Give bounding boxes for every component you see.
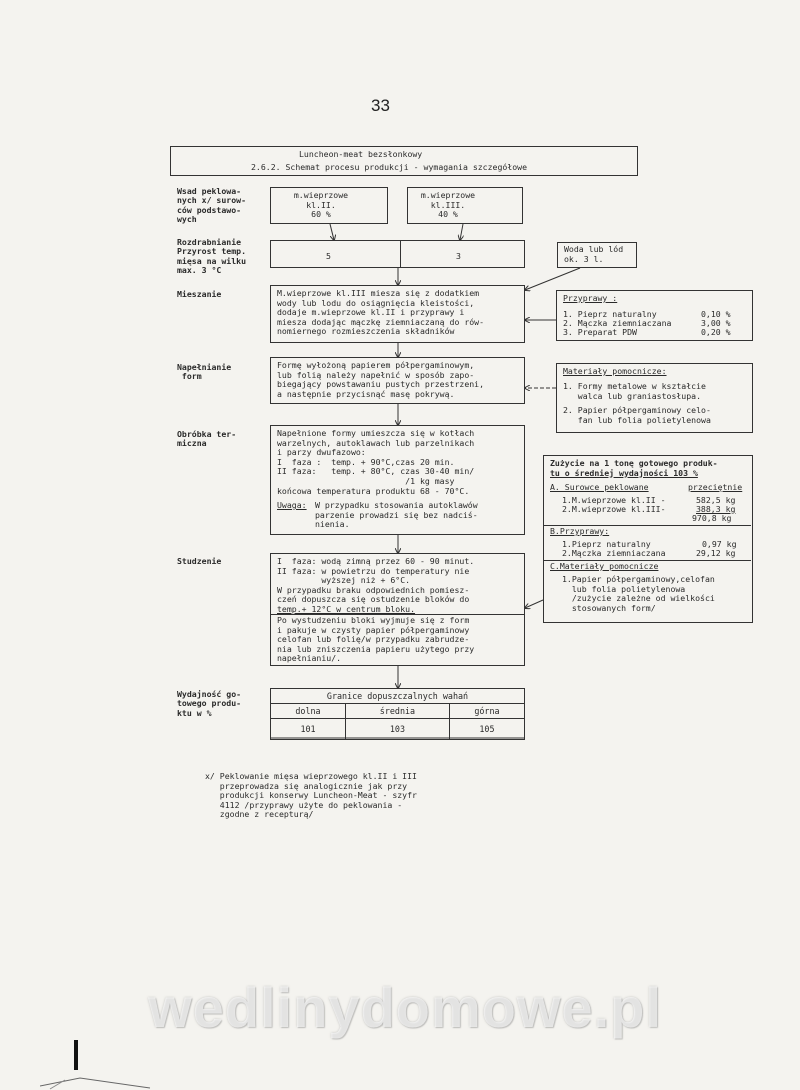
consumption-b-item-name: 2.Mączka ziemniaczana (562, 548, 666, 558)
thermal-note-line: W przypadku stosowania autoklawów (315, 500, 478, 510)
thermal-note-line: nienia. (315, 519, 350, 530)
spices-title: Przyprawy : (563, 293, 618, 303)
stage-label-napelnianie: Napełnianie form (177, 362, 232, 382)
thermal-note-label: Uwaga: (277, 500, 307, 510)
spice-item-value: 0,10 % (701, 309, 731, 319)
consumption-b-item-value: 29,12 kg (696, 548, 736, 558)
consumption-section-b: B.Przyprawy: (550, 526, 610, 536)
consumption-section-a: A. Surowce peklowane (550, 482, 649, 492)
thermal-line: Napełnione formy umieszcza się w kotłach (277, 428, 475, 438)
page-number: 33 (371, 96, 390, 115)
cooling-line: Po wystudzeniu bloki wyjmuje się z form (277, 615, 470, 625)
footnote-line: 4112 /przyprawy użyte do peklowania - (205, 799, 403, 810)
consumption-a-item-name: 1.M.wieprzowe kl.II - (562, 495, 666, 505)
spice-item-value: 3,00 % (701, 318, 731, 328)
footnote (205, 772, 417, 820)
filling-line: lub folią należy napełnić w sposób zapo- (277, 369, 475, 380)
arrow-raw-iii-to-grinding (460, 224, 463, 240)
water-ice-label: Woda lub lód (564, 244, 624, 254)
scan-corner-lines (40, 1060, 160, 1090)
water-ice-amount: ok. 3 l. (564, 253, 604, 264)
spice-item-name: 3. Preparat PDW (563, 327, 637, 337)
footnote-line: zgodne z recepturą/ (205, 809, 314, 820)
footnote-line: produkcji konserwy Luncheon-Meat - szyfr (205, 790, 417, 801)
thermal-line: I faza : temp. + 90°C,czas 20 min. (277, 456, 455, 467)
raw-material-class: kl.III. (430, 199, 466, 210)
arrow-consumption-to-cooling (525, 600, 543, 608)
raw-material-name: m.wieprzowe (420, 190, 476, 200)
grinding-plate-right: 3 (456, 251, 461, 261)
stage-label-wydajnosc: Wydajność go- towego produ- ktu w % (177, 689, 242, 718)
consumption-a-item-name: 2.M.wieprzowe kl.III- (562, 504, 666, 514)
thermal-line: i parzy dwufazowo: (277, 447, 366, 458)
thermal-line: II faza: temp. + 80°C, czas 30-40 min/ (277, 466, 475, 477)
aux-material-line: 1. Formy metalowe w kształcie (563, 381, 706, 391)
thermal-line: /1 kg masy (277, 475, 455, 486)
consumption-b-item-name: 1.Pieprz naturalny (562, 539, 651, 549)
raw-material-share: 60 % (311, 209, 331, 220)
consumption-b-item-value: 0,97 kg (702, 539, 737, 549)
thermal-line: końcowa temperatura produktu 68 - 70°C. (277, 485, 470, 496)
filling-line: Formę wyłożoną papierem półpergaminowym, (277, 360, 475, 370)
consumption-a-item-value: 582,5 kg (696, 495, 736, 505)
mixing-line: miesza dodając mączkę ziemniaczaną do rów- (277, 316, 485, 327)
aux-material-line: walca lub graniastosłupa. (563, 390, 702, 401)
stage-label-rozdrabnianie: Rozdrabnianie Przyrost temp. mięsa na wilku max. 3 °C (177, 237, 247, 276)
yield-table-header: Granice dopuszczalnych wahań (271, 689, 525, 704)
document-subtitle: 2.6.2. Schemat procesu produkcji - wymagania szczegółowe (251, 162, 528, 172)
footnote-line: x/ Peklowanie mięsa wieprzowego kl.II i III (205, 771, 417, 781)
consumption-c-line: stosowanych form/ (562, 602, 656, 613)
consumption-section-a-column: przeciętnie (688, 482, 743, 492)
footnote-line: przeprowadza się analogicznie jak przy (205, 780, 408, 791)
spice-item-name: 1. Pieprz naturalny (563, 309, 657, 319)
cooling-line: I faza: wodą zimną przez 60 - 90 minut. (277, 556, 475, 566)
mixing-line: nomiernego rozmieszczenia składników (277, 326, 455, 337)
cooling-line: nia lub zniszczenia papieru użytego przy (277, 643, 475, 654)
consumption-c-line: lub folia polietylenowa (562, 583, 686, 594)
yield-column-header: średnia (346, 704, 450, 719)
yield-value: 105 (449, 719, 524, 740)
yield-column-header: górna (449, 704, 524, 719)
filling-line: a następnie przycisnąć masę pokrywą. (277, 388, 455, 399)
mixing-line: M.wieprzowe kl.III miesza się z dodatkiem (277, 288, 480, 298)
thermal-note-line: parzenie prowadzi się bez nadciś- (315, 509, 478, 520)
watermark: wedlinydomowe.pl (148, 976, 662, 1039)
consumption-a-item-value: 388,3 kg (696, 504, 736, 514)
aux-material-line: fan lub folia polietylenowa (563, 414, 711, 425)
arrow-water-to-mixing (525, 268, 580, 290)
cooling-line: wyższej niż + 6°C. (277, 575, 411, 586)
document-title: Luncheon-meat bezsłonkowy (299, 149, 423, 159)
consumption-c-line: /zużycie zależne od wielkości (562, 593, 715, 604)
filling-line: biegający powstawaniu pustych przestrzeni, (277, 379, 485, 390)
stage-label-mieszanie: Mieszanie (177, 289, 222, 299)
cooling-line: temp.+ 12°C w centrum bloku. (277, 603, 416, 614)
consumption-section-c: C.Materiały pomocnicze (550, 561, 659, 571)
stage-label-wsad: Wsad peklowa- nych x/ surow- ców podstawo- wych (177, 186, 247, 225)
arrow-raw-ii-to-grinding (330, 224, 334, 240)
consumption-a-total: 970,8 kg (692, 513, 732, 523)
cooling-line: czeń dopuszcza się ostudzenie bloków do (277, 594, 470, 605)
spice-item-value: 0,20 % (701, 327, 731, 337)
grinding-plate-left: 5 (326, 251, 331, 261)
consumption-title: Zużycie na 1 tonę gotowego produk- (550, 458, 718, 468)
aux-material-line: 2. Papier półpergaminowy celo- (563, 405, 711, 416)
cooling-line: W przypadku braku odpowiednich pomiesz- (277, 584, 470, 595)
yield-value: 101 (271, 719, 346, 740)
stage-label-obrobka: Obróbka ter- miczna (177, 429, 237, 449)
yield-value: 103 (346, 719, 450, 740)
raw-material-name: m.wieprzowe (293, 190, 349, 200)
consumption-title: tu o średniej wydajności 103 % (550, 467, 698, 478)
thermal-line: warzelnych, autoklawach lub parzelnikach (277, 437, 475, 448)
yield-column-header: dolna (271, 704, 346, 719)
cooling-line: i pakuje w czysty papier półpergaminowy (277, 624, 470, 635)
mixing-line: wody lub lodu do osiągnięcia kleistości, (277, 297, 475, 308)
raw-material-class: kl.II. (306, 199, 336, 210)
mixing-line: dodaje m.wieprzowe kl.II i przyprawy i (277, 307, 465, 318)
stage-label-studzenie: Studzenie (177, 556, 222, 566)
raw-material-share: 40 % (438, 209, 458, 220)
cooling-line: napełnianiu/. (277, 653, 342, 664)
spice-item-name: 2. Mączka ziemniaczana (563, 318, 672, 328)
aux-materials-title: Materiały pomocnicze: (563, 366, 667, 376)
consumption-c-line: 1.Papier półpergaminowy,celofan (562, 574, 715, 584)
cooling-line: celofan lub folię/w przypadku zabrudze- (277, 634, 470, 645)
cooling-line: II faza: w powietrzu do temperatury nie (277, 565, 470, 576)
